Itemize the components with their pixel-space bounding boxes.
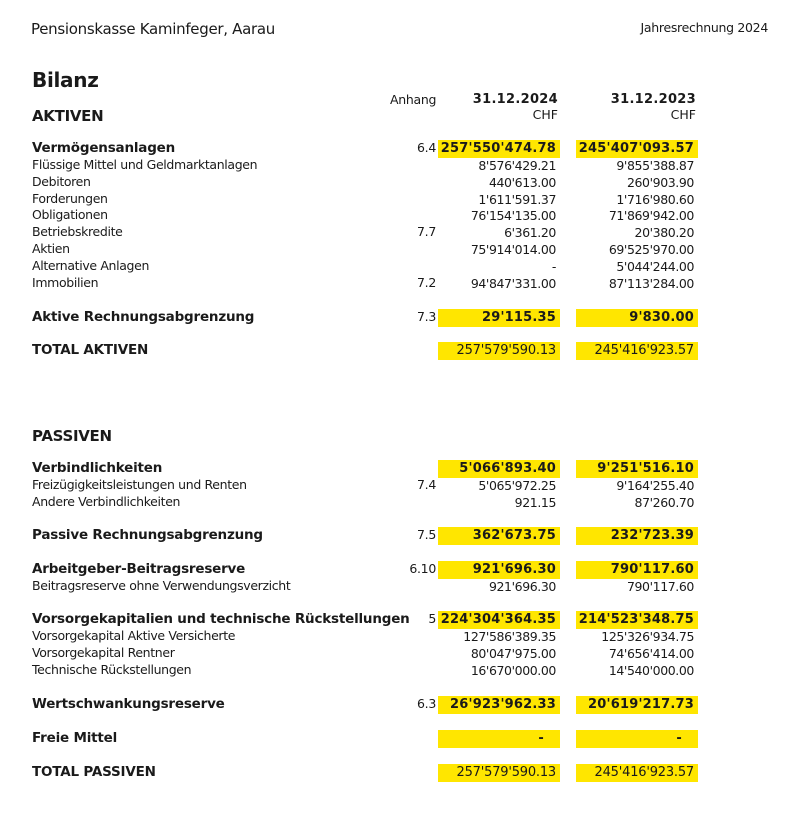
value-2024: 1'611'591.37 bbox=[478, 192, 556, 207]
value-2024: 94'847'331.00 bbox=[470, 276, 556, 291]
value-2024: 921'696.30 bbox=[488, 579, 556, 594]
table-row bbox=[0, 494, 794, 511]
value-2023: 20'619'217.73 bbox=[576, 696, 698, 714]
table-row bbox=[0, 309, 794, 326]
value-2024: 26'923'962.33 bbox=[438, 696, 560, 714]
value-2023: 790'117.60 bbox=[626, 579, 694, 594]
table-row bbox=[0, 527, 794, 544]
row-label: Vorsorgekapitalien und technische Rückstellungen bbox=[32, 611, 410, 627]
value-2024: 224'304'364.35 bbox=[438, 611, 560, 629]
row-label: Aktive Rechnungsabgrenzung bbox=[32, 309, 255, 325]
table-row bbox=[0, 662, 794, 679]
row-note: 6.3 bbox=[417, 696, 436, 711]
section-heading-aktiven: AKTIVEN bbox=[32, 107, 104, 125]
total-row-passiven bbox=[0, 764, 794, 781]
table-row bbox=[0, 224, 794, 241]
value-2024: 921.15 bbox=[514, 495, 556, 510]
row-label: Alternative Anlagen bbox=[32, 258, 150, 273]
value-2024: 29'115.35 bbox=[438, 309, 560, 327]
row-label: Forderungen bbox=[32, 191, 108, 206]
row-note: 7.7 bbox=[417, 224, 436, 239]
value-2023: 245'416'923.57 bbox=[576, 342, 698, 360]
value-2023: 69'525'970.00 bbox=[608, 242, 694, 257]
row-label: Obligationen bbox=[32, 207, 108, 222]
value-2024: 127'586'389.35 bbox=[463, 629, 556, 644]
value-2023: 9'830.00 bbox=[576, 309, 698, 327]
row-label: Passive Rechnungsabgrenzung bbox=[32, 527, 263, 543]
table-row bbox=[0, 611, 794, 628]
report-title: Jahresrechnung 2024 bbox=[640, 20, 768, 35]
table-row bbox=[0, 157, 794, 174]
value-2023: 245'416'923.57 bbox=[576, 764, 698, 782]
column-header-2024: 31.12.2024 bbox=[472, 92, 558, 107]
row-label: Andere Verbindlichkeiten bbox=[32, 494, 181, 509]
table-row bbox=[0, 477, 794, 494]
page-title: Bilanz bbox=[32, 68, 99, 92]
row-label: Verbindlichkeiten bbox=[32, 460, 163, 476]
value-2023: 260'903.90 bbox=[626, 175, 694, 190]
row-note: 7.3 bbox=[417, 309, 436, 324]
value-2024: - bbox=[438, 730, 560, 748]
value-2023: 790'117.60 bbox=[576, 561, 698, 579]
value-2024: 257'579'590.13 bbox=[438, 764, 560, 782]
value-2024: 5'065'972.25 bbox=[478, 478, 556, 493]
table-row bbox=[0, 628, 794, 645]
value-2024: 921'696.30 bbox=[438, 561, 560, 579]
column-header-2023: 31.12.2023 bbox=[610, 92, 696, 107]
table-row bbox=[0, 645, 794, 662]
value-2024: 8'576'429.21 bbox=[478, 158, 556, 173]
currency-label-2024: CHF bbox=[532, 107, 558, 122]
value-2024: 440'613.00 bbox=[488, 175, 556, 190]
value-2023: 74'656'414.00 bbox=[608, 646, 694, 661]
table-row bbox=[0, 460, 794, 477]
row-label: Arbeitgeber-Beitragsreserve bbox=[32, 561, 246, 577]
row-label: Vorsorgekapital Rentner bbox=[32, 645, 175, 660]
section-heading-passiven: PASSIVEN bbox=[32, 427, 112, 445]
column-header-note: Anhang bbox=[390, 92, 437, 107]
row-note: 5 bbox=[428, 611, 436, 626]
row-label: Vermögensanlagen bbox=[32, 140, 176, 156]
value-2023: 1'716'980.60 bbox=[616, 192, 694, 207]
table-row bbox=[0, 191, 794, 208]
value-2023: 5'044'244.00 bbox=[616, 259, 694, 274]
value-2023: 14'540'000.00 bbox=[608, 663, 694, 678]
row-label: Technische Rückstellungen bbox=[32, 662, 192, 677]
value-2024: 6'361.20 bbox=[504, 225, 556, 240]
value-2024: - bbox=[551, 259, 556, 274]
table-row bbox=[0, 258, 794, 275]
table-row bbox=[0, 730, 794, 747]
table-row bbox=[0, 174, 794, 191]
currency-label-2023: CHF bbox=[670, 107, 696, 122]
value-2024: 80'047'975.00 bbox=[470, 646, 556, 661]
row-label: Immobilien bbox=[32, 275, 99, 290]
row-label: Beitragsreserve ohne Verwendungsverzicht bbox=[32, 578, 291, 593]
value-2023: 9'164'255.40 bbox=[616, 478, 694, 493]
row-label: TOTAL AKTIVEN bbox=[32, 342, 149, 358]
row-label: Wertschwankungsreserve bbox=[32, 696, 225, 712]
row-note: 7.2 bbox=[417, 275, 436, 290]
row-label: Debitoren bbox=[32, 174, 91, 189]
value-2024: 362'673.75 bbox=[438, 527, 560, 545]
row-note: 7.5 bbox=[417, 527, 436, 542]
value-2024: 5'066'893.40 bbox=[438, 460, 560, 478]
table-row bbox=[0, 207, 794, 224]
value-2024: 76'154'135.00 bbox=[470, 208, 556, 223]
table-row bbox=[0, 561, 794, 578]
organization-name: Pensionskasse Kaminfeger, Aarau bbox=[31, 20, 276, 38]
value-2023: 245'407'093.57 bbox=[576, 140, 698, 158]
row-label: Freizügigkeitsleistungen und Renten bbox=[32, 477, 247, 492]
value-2023: 71'869'942.00 bbox=[608, 208, 694, 223]
table-row bbox=[0, 275, 794, 292]
total-row-aktiven bbox=[0, 342, 794, 359]
value-2023: 20'380.20 bbox=[634, 225, 694, 240]
value-2023: 232'723.39 bbox=[576, 527, 698, 545]
row-label: Betriebskredite bbox=[32, 224, 123, 239]
value-2023: 125'326'934.75 bbox=[601, 629, 694, 644]
row-label: Vorsorgekapital Aktive Versicherte bbox=[32, 628, 236, 643]
table-row bbox=[0, 140, 794, 157]
row-label: TOTAL PASSIVEN bbox=[32, 764, 156, 780]
row-label: Aktien bbox=[32, 241, 70, 256]
value-2023: 214'523'348.75 bbox=[576, 611, 698, 629]
row-note: 7.4 bbox=[417, 477, 436, 492]
row-label: Freie Mittel bbox=[32, 730, 118, 746]
table-row bbox=[0, 241, 794, 258]
row-label: Flüssige Mittel und Geldmarktanlagen bbox=[32, 157, 258, 172]
value-2023: - bbox=[576, 730, 698, 748]
value-2023: 87'113'284.00 bbox=[608, 276, 694, 291]
value-2023: 9'251'516.10 bbox=[576, 460, 698, 478]
value-2024: 257'550'474.78 bbox=[438, 140, 560, 158]
row-note: 6.4 bbox=[417, 140, 436, 155]
row-note: 6.10 bbox=[409, 561, 436, 576]
value-2024: 257'579'590.13 bbox=[438, 342, 560, 360]
value-2024: 75'914'014.00 bbox=[470, 242, 556, 257]
value-2024: 16'670'000.00 bbox=[470, 663, 556, 678]
value-2023: 87'260.70 bbox=[634, 495, 694, 510]
table-row bbox=[0, 696, 794, 713]
table-row bbox=[0, 578, 794, 595]
value-2023: 9'855'388.87 bbox=[616, 158, 694, 173]
